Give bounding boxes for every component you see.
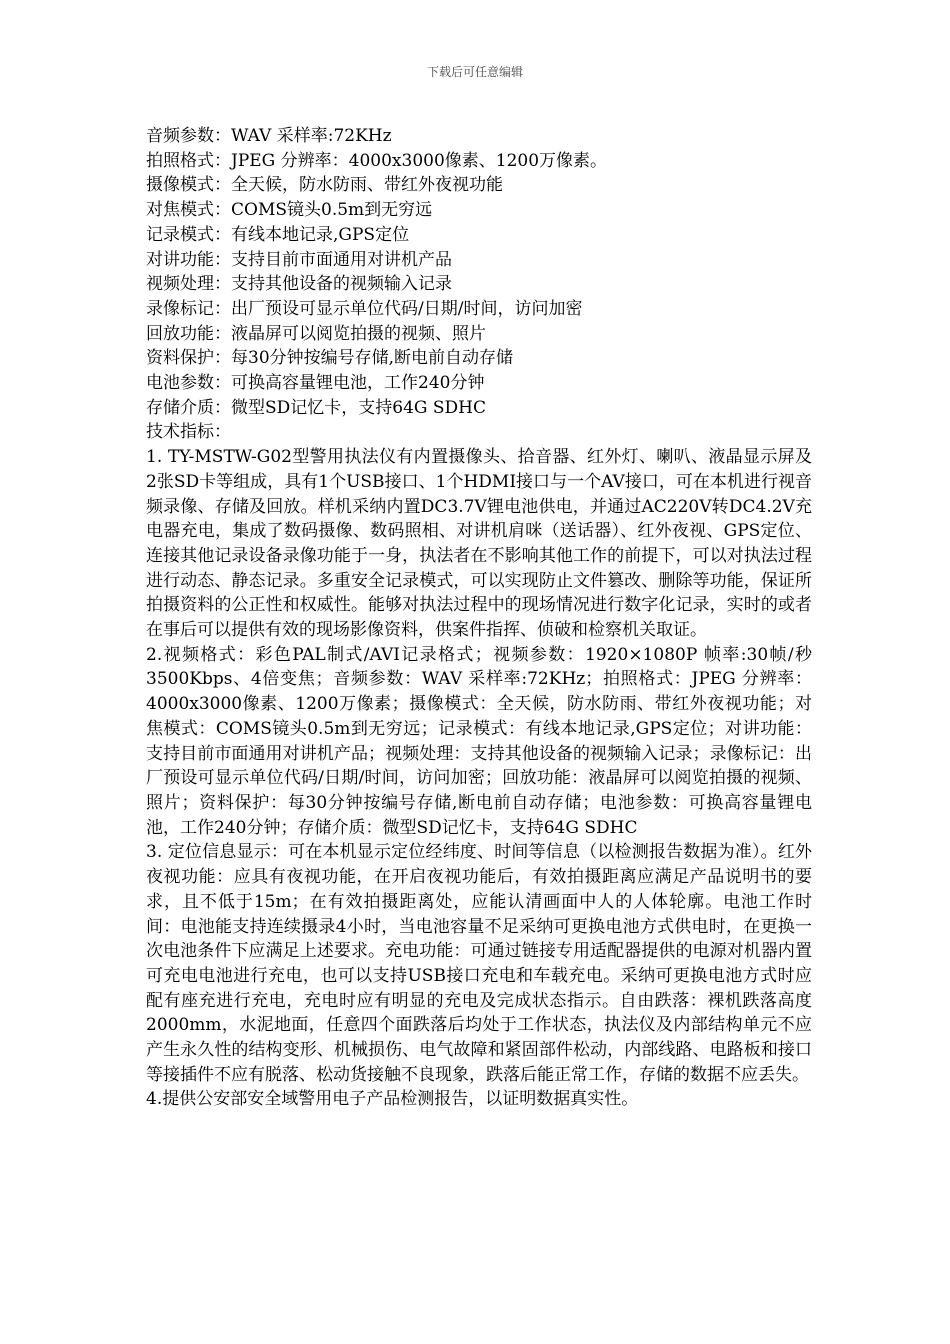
spec-line-focus-mode: 对焦模式：COMS镜头0.5m到无穷远 [146,200,433,221]
page-header: 下载后可任意编辑 [426,65,523,79]
spec-line-data-protection: 资料保护：每30分钟按编号存储,断电前自动存储 [146,348,514,369]
spec-line-playback: 回放功能：液晶屏可以阅览拍摄的视频、照片 [146,323,486,344]
section-heading-technical-specs: 技术指标： [146,422,231,443]
spec-line-recording-mark: 录像标记：出厂预设可显示单位代码/日期/时间，访问加密 [146,298,583,319]
spec-line-record-mode: 记录模式：有线本地记录,GPS定位 [146,224,410,245]
paragraph-3-functions: 3. 定位信息显示：可在本机显示定位经纬度、时间等信息（以检测报告数据为准）。红外夜视功能：应具有夜视功能，在开启夜视功能后，有效拍摄距离应满足产品说明书的要求，且不低于15m；在有效拍摄距离处，应能认清画面中人的人体轮廓。电池工作时间：电池能支持连续摄录4小时，当电池容量不足采纳可更换电池方式供电时，在更换一次电池条件下应满足上述要求。充电功能：可通过链接专用适配器提供的电源对机器内置可充电电池进行充电，也可以支持USB接口充电和车载充电。采纳可更换电池方式时应配有座充进行充电，充电时应有明显的充电及完成状态指示。自由跌落：裸机跌落高度2000mm，水泥地面，任意四个面跌落后均处于工作状态，执法仪及内部结构单元不应产生永久性的结构变形、机械损伤、电气故障和紧固部件松动，内部线路、电路板和接口等接插件不应有脱落、松动货接触不良现象，跌落后能正常工作，存储的数据不应丢失。 [146,842,812,1085]
paragraph-2-formats: 2.视频格式：彩色PAL制式/AVI记录格式；视频参数：1920×1080P 帧率:30帧/秒 3500Kbps、4倍变焦；音频参数：WAV 采样率:72KHz；拍照格式：JPEG 分辨率：4000x3000像素、1200万像素；摄像模式：全天候，防水防雨、带红外夜视功能；对焦模式：COMS镜头0.5m到无穷远；记录模式：有线本地记录,GPS定位；对讲功能：支持目前市面通用对讲机产品；视频处理：支持其他设备的视频输入记录；录像标记：出厂预设可显示单位代码/日期/时间，访问加密；回放功能：液晶屏可以阅览拍摄的视频、照片；资料保护：每30分钟按编号存储,断电前自动存储；电池参数：可换高容量锂电池，工作240分钟；存储介质：微型SD记忆卡，支持64G SDHC [146,644,812,838]
spec-line-audio: 音频参数：WAV 采样率:72KHz [146,126,392,146]
paragraph-4-report: 4.提供公安部安全域警用电子产品检测报告，以证明数据真实性。 [146,1089,639,1110]
paragraph-1-overview: 1. TY-MSTW-G02型警用执法仪有内置摄像头、拾音器、红外灯、喇叭、液晶显示屏及2张SD卡等组成，具有1个USB接口、1个HDMI接口与一个AV接口，可在本机进行视音频录像、存储及回放。样机采纳内置DC3.7V锂电池供电，并通过AC220V转DC4.2V充电器充电，集成了数码摄像、数码照相、对讲机肩咪（送话器）、红外夜视、GPS定位、连接其他记录设备录像功能于一身，执法者在不影响其他工作的前提下，可以对执法过程进行动态、静态记录。多重安全记录模式，可以实现防止文件篡改、删除等功能，保证所拍摄资料的公正性和权威性。能够对执法过程中的现场情况进行数字化记录，实时的或者在事后可以提供有效的现场影像资料，供案件指挥、侦破和检察机关取证。 [146,447,812,641]
document-body [146,124,812,1112]
spec-line-camera-mode: 摄像模式：全天候，防水防雨、带红外夜视功能 [146,175,503,196]
spec-line-battery: 电池参数：可换高容量锂电池，工作240分钟 [146,373,485,394]
spec-line-storage: 存储介质：微型SD记忆卡，支持64G SDHC [146,397,486,418]
spec-line-photo-format: 拍照格式：JPEG 分辨率：4000x3000像素、1200万像素。 [146,150,608,171]
spec-line-video-processing: 视频处理：支持其他设备的视频输入记录 [146,274,452,295]
spec-line-intercom: 对讲功能：支持目前市面通用对讲机产品 [146,249,452,270]
